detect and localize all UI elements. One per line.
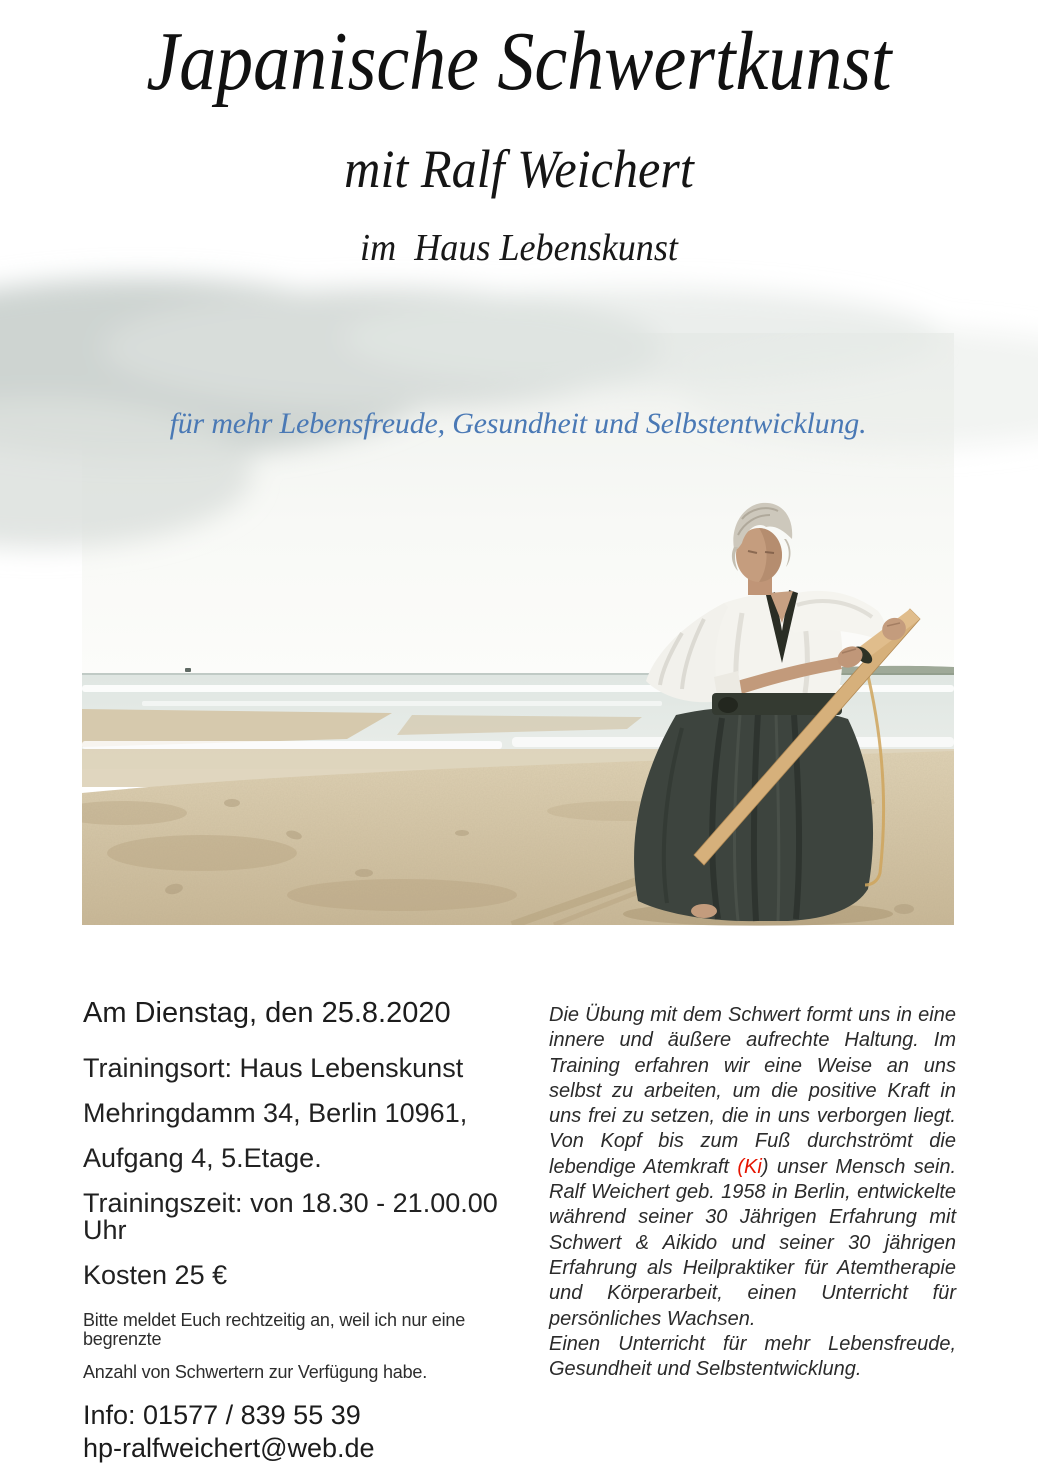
about-text-before-ki: Die Übung mit dem Schwert formt uns in eine innere und äußere aufrechte Haltung. Im Training erfahren wir eine Weise an uns selbst zu arbeiten, um die positive Kraft in uns frei zu setzen, die in uns verborgen liegt. Von Kopf bis zum Fuß durchströmt die lebendige Atemkraft	[549, 1004, 956, 1178]
about-paragraph-1	[549, 1003, 956, 1332]
about-text-after-ki: ) unser Mensch sein. Ralf Weichert geb. 1958 in Berlin, entwickelte während seiner 30 Jährigen Erfahrung mit Schwert & Aikido und seiner 30 jährigen Erfahrung als Heilpraktiker für Atemtherapie und Körperarbeit, einen Unterricht für persönliches Wachsen.	[549, 1156, 956, 1330]
date-line: Am Dienstag, den 25.8.2020	[83, 998, 545, 1030]
note-line: Bitte meldet Euch rechtzeitig an, weil ich nur eine begrenzte	[83, 1311, 545, 1349]
foam-band-3	[82, 741, 502, 749]
note-line: Anzahl von Schwertern zur Verfügung habe.	[83, 1363, 545, 1382]
page-title: Japanische Schwertkunst	[62, 18, 975, 106]
flyer-subtitle: mit Ralf Weichert	[36, 140, 1001, 199]
ki-highlight: (Ki	[737, 1156, 761, 1178]
foam-band-2	[142, 701, 662, 706]
distant-ship	[185, 668, 191, 672]
flyer-location-line: im Haus Lebenskunst	[26, 228, 1012, 270]
detail-line-address: Mehringdamm 34, Berlin 10961,	[83, 1100, 545, 1127]
about-text	[549, 1003, 956, 1382]
belt-knot	[718, 697, 738, 713]
info-email: hp-ralfweichert@web.de	[83, 1432, 545, 1464]
detail-line-cost: Kosten 25 €	[83, 1262, 545, 1289]
about-paragraph-2: Einen Unterricht für mehr Lebensfreude, Gesundheit und Selbstentwicklung.	[549, 1332, 956, 1383]
training-details	[83, 998, 545, 1464]
info-phone: Info: 01577 / 839 55 39	[83, 1399, 545, 1432]
detail-line-location: Trainingsort: Haus Lebenskunst	[83, 1055, 545, 1082]
photo-overlay-text: für mehr Lebensfreude, Gesundheit und Selbstentwicklung.	[82, 407, 954, 441]
detail-line-floor: Aufgang 4, 5.Etage.	[83, 1145, 545, 1172]
beach-photo	[82, 333, 954, 925]
foot	[691, 904, 717, 918]
contact-info	[83, 1399, 545, 1464]
detail-line-time: Trainingszeit: von 18.30 - 21.00.00 Uhr	[83, 1190, 545, 1244]
registration-note	[83, 1311, 545, 1382]
